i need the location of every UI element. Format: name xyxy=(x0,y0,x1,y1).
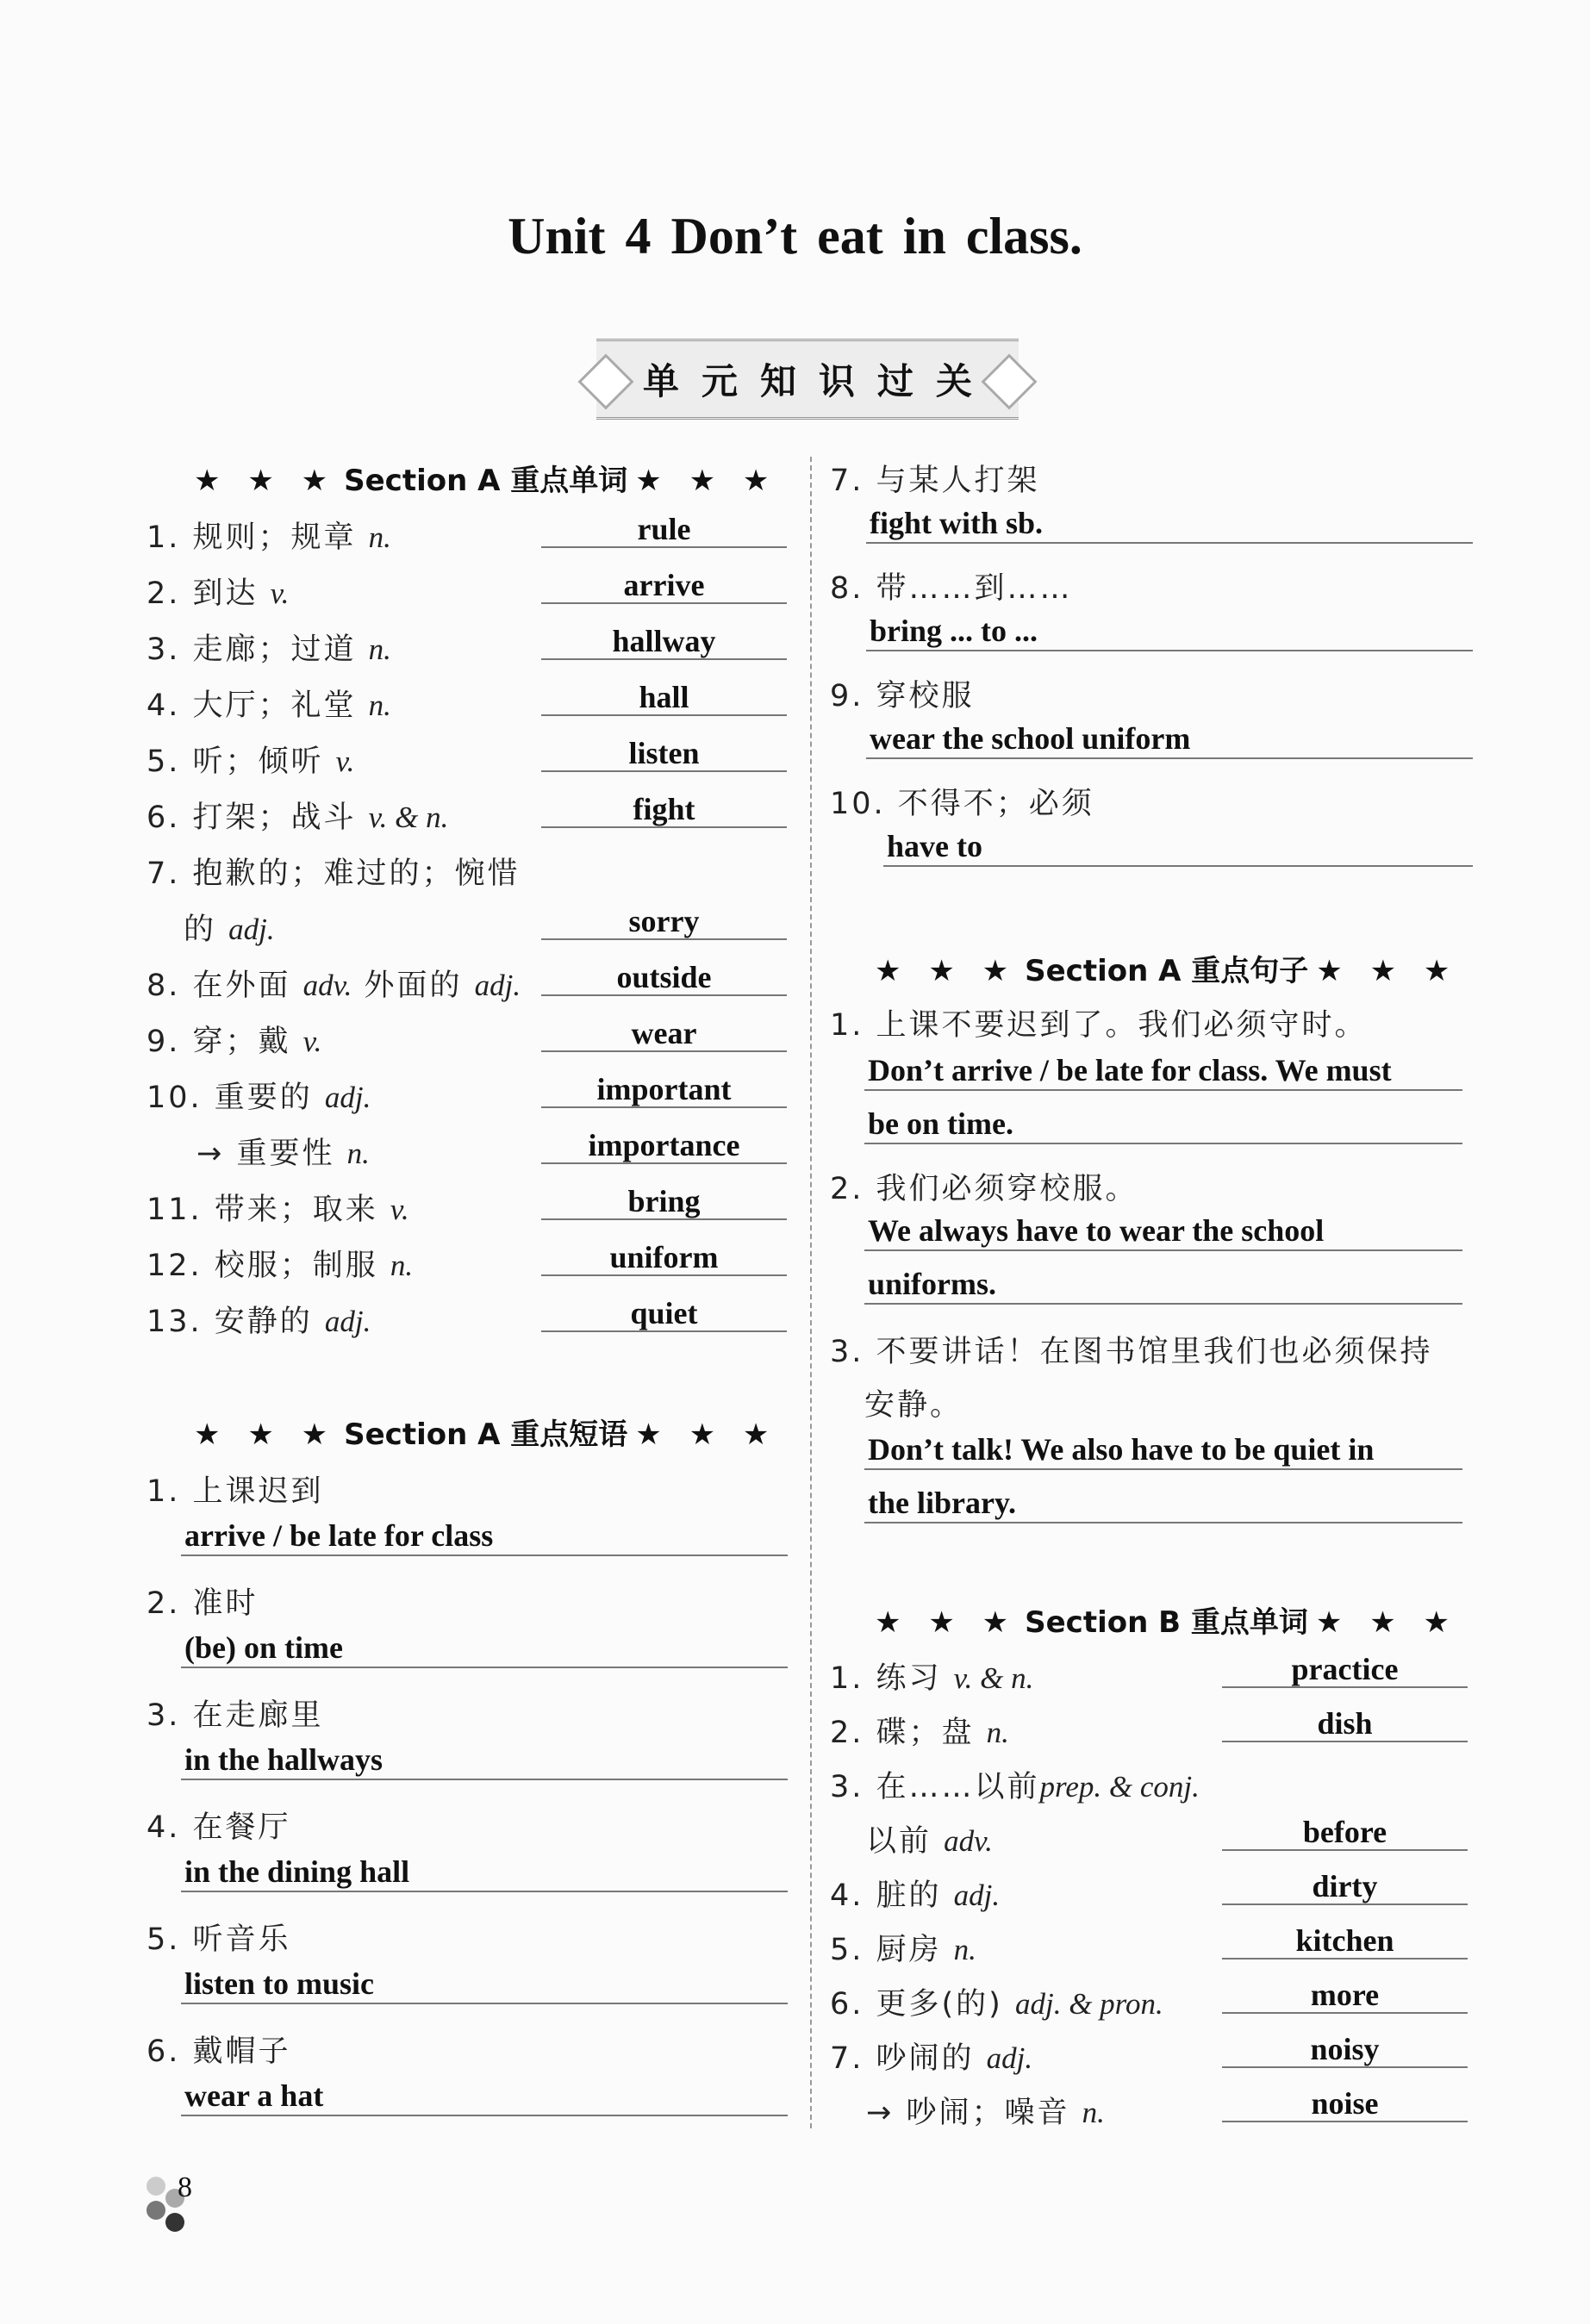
answer-blank: wear xyxy=(541,1016,787,1052)
page-title: Unit 4 Don’t eat in class. xyxy=(508,208,1082,265)
answer-blank: uniforms. xyxy=(864,1267,1462,1305)
answer-blank: kitchen xyxy=(1222,1923,1468,1960)
answer-blank: uniform xyxy=(541,1240,787,1276)
answer-blank: bring xyxy=(541,1184,787,1220)
answer-blank: important xyxy=(541,1072,787,1108)
answer-blank: before xyxy=(1222,1815,1468,1851)
answer-blank: quiet xyxy=(541,1296,787,1332)
answer-blank: arrive / be late for class xyxy=(181,1518,788,1556)
dot-ornament-icon xyxy=(147,2177,165,2196)
answer-blank: listen xyxy=(541,736,787,772)
star-icon: ★ ★ ★ xyxy=(194,1417,337,1452)
answer-blank: practice xyxy=(1222,1652,1468,1688)
answer-blank: Don’t arrive / be late for class. We must xyxy=(864,1053,1462,1091)
answer-blank: noisy xyxy=(1222,2032,1468,2068)
column-divider xyxy=(810,457,812,2128)
answer-blank: be on time. xyxy=(864,1106,1462,1144)
dot-ornament-icon xyxy=(147,2201,165,2220)
star-icon: ★ ★ ★ xyxy=(875,954,1018,988)
answer-blank: fight with sb. xyxy=(866,506,1473,544)
answer-blank: in the hallways xyxy=(181,1742,788,1780)
answer-blank: wear a hat xyxy=(181,2078,788,2116)
answer-blank: dirty xyxy=(1222,1869,1468,1905)
section-a-phrases-heading: ★ ★ ★ Section A 重点短语 ★ ★ ★ xyxy=(194,1417,778,1452)
star-icon: ★ ★ ★ xyxy=(1316,954,1459,988)
star-icon: ★ ★ ★ xyxy=(194,464,337,498)
answer-blank: hall xyxy=(541,680,787,716)
section-b-words-heading: ★ ★ ★ Section B 重点单词 ★ ★ ★ xyxy=(875,1605,1459,1640)
answer-blank: arrive xyxy=(541,568,787,604)
answer-blank: bring ... to ... xyxy=(866,614,1473,651)
answer-blank: the library. xyxy=(864,1486,1462,1523)
answer-blank: dish xyxy=(1222,1706,1468,1742)
answer-blank: wear the school uniform xyxy=(866,721,1473,759)
star-icon: ★ ★ ★ xyxy=(635,1417,778,1452)
answer-blank: We always have to wear the school xyxy=(864,1213,1462,1251)
answer-blank: have to xyxy=(883,829,1473,867)
answer-blank: outside xyxy=(541,960,787,996)
answer-blank: fight xyxy=(541,792,787,828)
page-number: 8 xyxy=(147,2171,215,2240)
answer-blank: rule xyxy=(541,512,787,548)
answer-blank: in the dining hall xyxy=(181,1854,788,1892)
dot-ornament-icon xyxy=(165,2213,184,2232)
banner-title: 单元知识过关 xyxy=(642,360,995,402)
answer-blank: importance xyxy=(541,1128,787,1164)
answer-blank: hallway xyxy=(541,624,787,660)
star-icon: ★ ★ ★ xyxy=(1315,1605,1459,1640)
answer-blank: more xyxy=(1222,1978,1468,2014)
section-a-words-heading: ★ ★ ★ Section A 重点单词 ★ ★ ★ xyxy=(194,464,778,498)
answer-blank: sorry xyxy=(541,904,787,940)
section-banner xyxy=(579,332,1036,427)
star-icon: ★ ★ ★ xyxy=(875,1605,1018,1640)
answer-blank: noise xyxy=(1222,2086,1468,2122)
star-icon: ★ ★ ★ xyxy=(635,464,778,498)
answer-blank: (be) on time xyxy=(181,1630,788,1668)
answer-blank: listen to music xyxy=(181,1966,788,2004)
section-a-sentences-heading: ★ ★ ★ Section A 重点句子 ★ ★ ★ xyxy=(875,954,1459,988)
answer-blank: Don’t talk! We also have to be quiet in xyxy=(864,1432,1462,1470)
